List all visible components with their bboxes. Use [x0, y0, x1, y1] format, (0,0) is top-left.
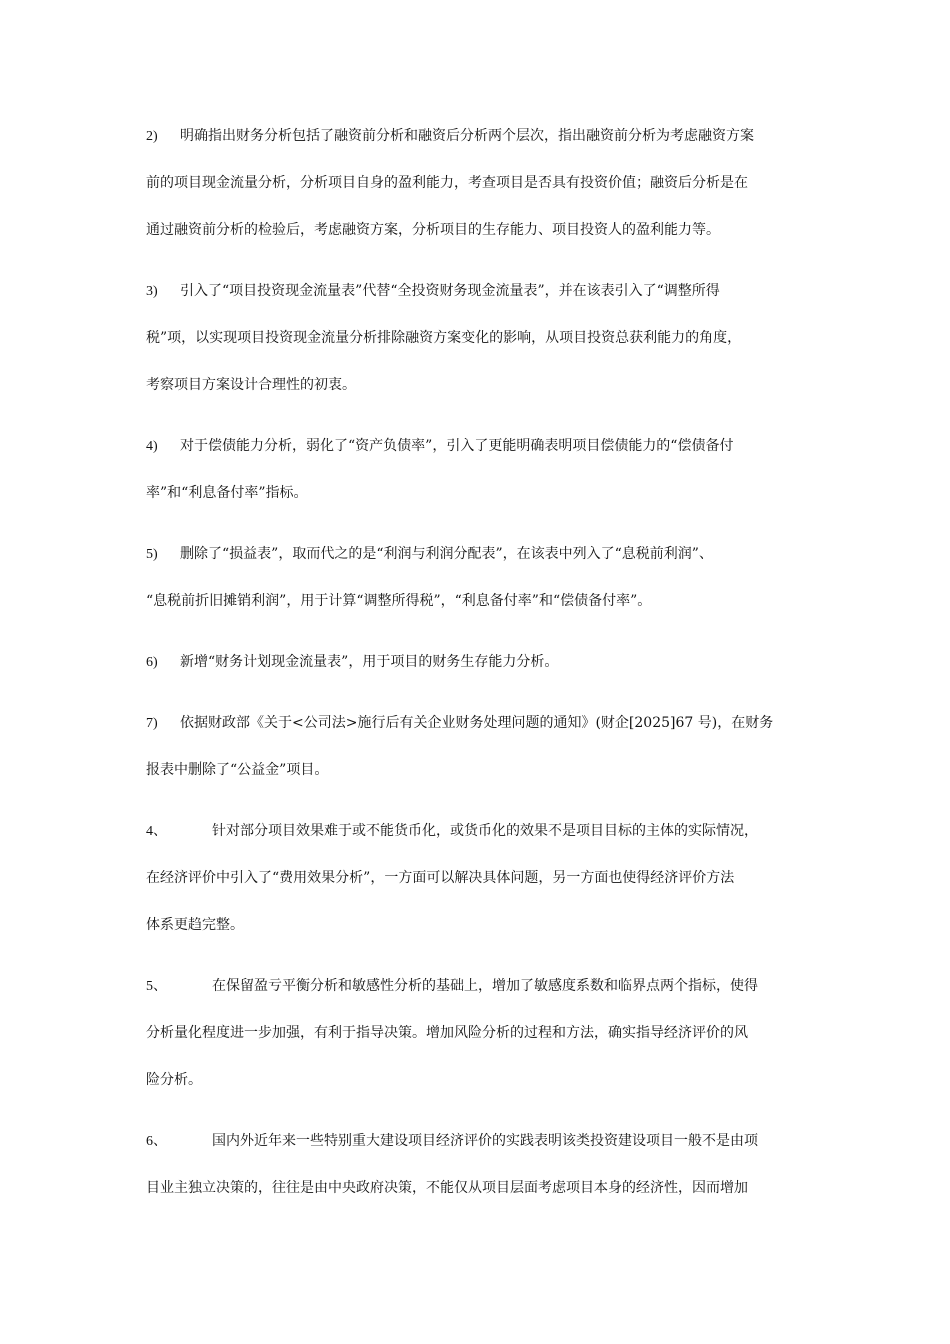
line-text: 依据财政部《关于<公司法>施行后有关企业财务处理问题的通知》(财企[2025]67 号)，在财务 [180, 715, 774, 731]
section-number: 5、 [146, 979, 167, 994]
text-line [146, 970, 811, 1017]
text-line: 税”项，以实现项目投资现金流量分析排除融资方案变化的影响，从项目投资总获利能力的角度， [146, 330, 742, 346]
list-item-4 [146, 430, 811, 524]
list-item-2 [146, 120, 811, 261]
text-line: 险分析。 [146, 1072, 202, 1088]
text-line: 分析量化程度进一步加强，有利于指导决策。增加风险分析的过程和方法，确实指导经济评价的风 [146, 1025, 748, 1041]
section-item-4 [146, 815, 811, 956]
section-item-5 [146, 970, 811, 1111]
item-number: 4) [146, 439, 158, 454]
text-line [146, 430, 811, 477]
line-text: 国内外近年来一些特别重大建设项目经济评价的实践表明该类投资建设项目一般不是由项 [212, 1133, 758, 1149]
line-text: 在保留盈亏平衡分析和敏感性分析的基础上，增加了敏感度系数和临界点两个指标，使得 [212, 978, 758, 994]
text-line [146, 1125, 811, 1172]
text-line [146, 275, 811, 322]
line-text: 明确指出财务分析包括了融资前分析和融资后分析两个层次，指出融资前分析为考虑融资方案 [180, 128, 754, 144]
text-line [146, 538, 811, 585]
text-line [146, 646, 811, 693]
document-body [146, 120, 811, 1233]
text-line [146, 707, 811, 754]
text-line: 目业主独立决策的，往往是由中央政府决策，不能仅从项目层面考虑项目本身的经济性，因而增加 [146, 1180, 748, 1196]
line-text: 新增“财务计划现金流量表”，用于项目的财务生存能力分析。 [180, 654, 559, 670]
section-item-6 [146, 1125, 811, 1219]
text-line: “息税前折旧摊销利润”，用于计算“调整所得税”，“利息备付率”和“偿债备付率”。 [146, 593, 652, 609]
item-number: 7) [146, 716, 158, 731]
section-number: 6、 [146, 1134, 167, 1149]
text-line: 前的项目现金流量分析，分析项目自身的盈利能力，考查项目是否具有投资价值；融资后分析是在 [146, 175, 748, 191]
list-item-6 [146, 646, 811, 693]
text-line: 在经济评价中引入了“费用效果分析”，一方面可以解决具体问题，另一方面也使得经济评价方法 [146, 870, 735, 886]
item-number: 2) [146, 129, 158, 144]
item-number: 5) [146, 547, 158, 562]
line-text: 引入了“项目投资现金流量表”代替“全投资财务现金流量表”，并在该表引入了“调整所得 [180, 283, 720, 299]
list-item-3 [146, 275, 811, 416]
text-line: 考察项目方案设计合理性的初衷。 [146, 377, 356, 393]
text-line [146, 120, 811, 167]
text-line: 通过融资前分析的检验后，考虑融资方案，分析项目的生存能力、项目投资人的盈利能力等。 [146, 222, 720, 238]
section-number: 4、 [146, 824, 167, 839]
list-item-7 [146, 707, 811, 801]
text-line: 率”和“利息备付率”指标。 [146, 485, 308, 501]
text-line: 体系更趋完整。 [146, 917, 244, 933]
item-number: 3) [146, 284, 158, 299]
line-text: 对于偿债能力分析，弱化了“资产负债率”，引入了更能明确表明项目偿债能力的“偿债备付 [180, 438, 734, 454]
text-line: 报表中删除了“公益金”项目。 [146, 762, 329, 778]
text-line [146, 815, 811, 862]
list-item-5 [146, 538, 811, 632]
item-number: 6) [146, 655, 158, 670]
line-text: 删除了“损益表”，取而代之的是“利润与利润分配表”，在该表中列入了“息税前利润”、 [180, 546, 713, 562]
line-text: 针对部分项目效果难于或不能货币化，或货币化的效果不是项目目标的主体的实际情况， [212, 823, 758, 839]
